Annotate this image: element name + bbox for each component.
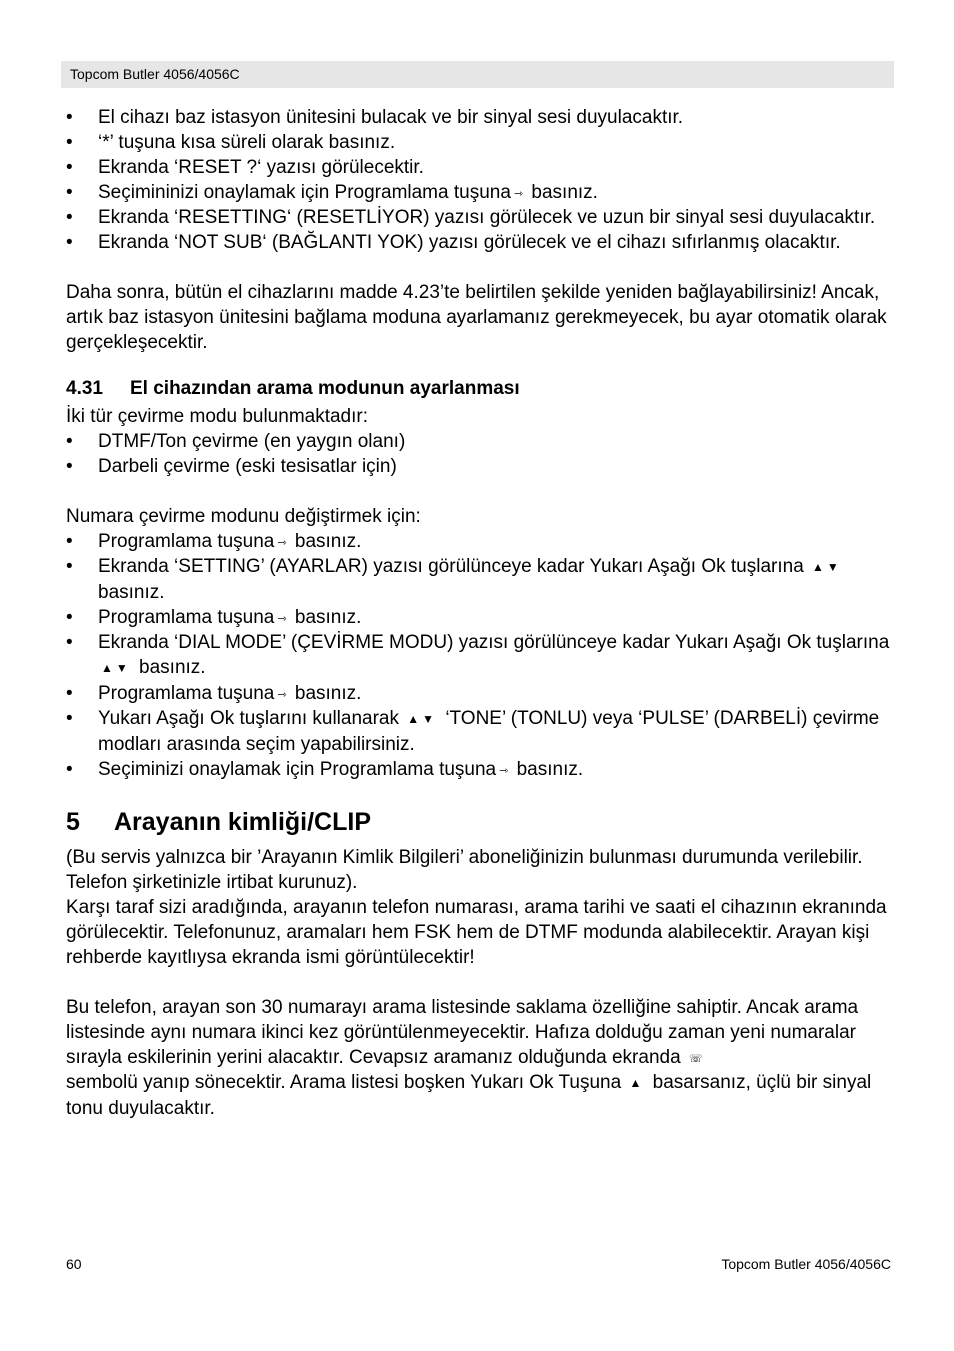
list-item: • Programlama tuşuna ⇾ basınız. [66,529,896,554]
header-title: Topcom Butler 4056/4056C [70,66,240,82]
missed-call-icon: ☏ [688,1053,703,1065]
list-item: • Programlama tuşuna ⇾ basınız. [66,605,896,630]
footer-title: Topcom Butler 4056/4056C [721,1256,891,1272]
list-item: • Seçimininizi onaylamak için Programlama tuşuna ⇾ basınız. [66,180,896,205]
dial-types-list [66,429,896,479]
list-item: • DTMF/Ton çevirme (en yaygın olanı) [66,429,896,454]
paragraph: Numara çevirme modunu değiştirmek için: [66,506,421,527]
list-item: • Yukarı Aşağı Ok tuşlarını kullanarak ▲▼ ‘TONE’ (TONLU) veya ‘PULSE’ (DARBELİ) çevirme modları arasında seçim yapabilirsiniz. [66,706,896,757]
program-key-icon: ⇾ [277,689,287,701]
up-down-arrows-icon: ▲▼ [812,560,842,574]
list-item: • Ekranda ‘RESET ?‘ yazısı görülecektir. [66,155,896,180]
paragraph: Bu telefon, arayan son 30 numarayı arama listesinde saklama özelliğine sahiptir. Ancak arama listesinde aynı numara ikinci kez görüntülenmeyecektir. Hafıza dolduğu zaman yeni numaralar sırayla eskilerinin yerini alacaktır. Cevapsız aramanız olduğunda ekranda ☏ sembolü yanıp sönecektir. Arama listesi boşken Yukarı Ok Tuşuna ▲ basarsanız, üçlü bir sinyal tonu duyulacaktır. [66,997,872,1119]
program-key-icon: ⇾ [499,765,509,777]
steps-list [66,529,896,782]
page-number: 60 [66,1256,82,1272]
list-item: • Darbeli çevirme (eski tesisatlar için) [66,454,896,479]
section-heading: 4.31 El cihazından arama modunun ayarlanması [66,378,520,399]
up-down-arrows-icon: ▲▼ [407,712,438,726]
program-key-icon: ⇾ [513,188,524,200]
program-key-icon: ⇾ [277,537,287,549]
page-content [66,105,896,1121]
up-arrow-icon: ▲ [629,1076,645,1090]
list-item: • Seçiminizi onaylamak için Programlama tuşuna ⇾ basınız. [66,757,896,782]
paragraph: Daha sonra, bütün el cihazlarını madde 4.23’te belirtilen şekilde yeniden bağlayabilirsiniz! Ancak, artık baz istasyon ünitesini bağlama moduna ayarlamanız gerekmeyecek, bu ayar otomatik olarak gerçekleşecektir. [66,282,887,353]
list-item: • El cihazı baz istasyon ünitesini bulacak ve bir sinyal sesi duyulacaktır. [66,105,896,130]
up-down-arrows-icon: ▲▼ [101,661,131,675]
list-item: • Ekranda ‘SETTING’ (AYARLAR) yazısı görülünceye kadar Yukarı Aşağı Ok tuşlarına ▲▼ basınız. [66,554,896,605]
paragraph: (Bu servis yalnızca bir ’Arayanın Kimlik Bilgileri’ aboneliğinizin bulunması durumunda verilebilir. Telefon şirketinizle irtibat kurunuz). [66,847,863,893]
list-item: • Ekranda ‘DIAL MODE’ (ÇEVİRME MODU) yazısı görülünceye kadar Yukarı Aşağı Ok tuşlarına ▲▼ basınız. [66,630,896,681]
list-item: • ‘*’ tuşuna kısa süreli olarak basınız. [66,130,896,155]
chapter-heading: 5 Arayanın kimliği/CLIP [66,808,372,836]
page-header [61,61,894,88]
reset-list [66,105,896,255]
list-item: • Programlama tuşuna ⇾ basınız. [66,681,896,706]
program-key-icon: ⇾ [277,613,287,625]
list-item: • Ekranda ‘NOT SUB‘ (BAĞLANTI YOK) yazısı görülecek ve el cihazı sıfırlanmış olacaktır. [66,230,896,255]
paragraph: Karşı taraf sizi aradığında, arayanın telefon numarası, arama tarihi ve saati el cihazının ekranında görülecektir. Telefonunuz, aramaları hem FSK hem de DTMF modunda alabilecektir. Arayan kişi rehberde kayıtlıysa ekranda ismi görüntülecektir! [66,897,887,968]
paragraph: İki tür çevirme modu bulunmaktadır: [66,406,369,427]
list-item: • Ekranda ‘RESETTING‘ (RESETLİYOR) yazısı görülecek ve uzun bir sinyal sesi duyulacaktır. [66,205,896,230]
